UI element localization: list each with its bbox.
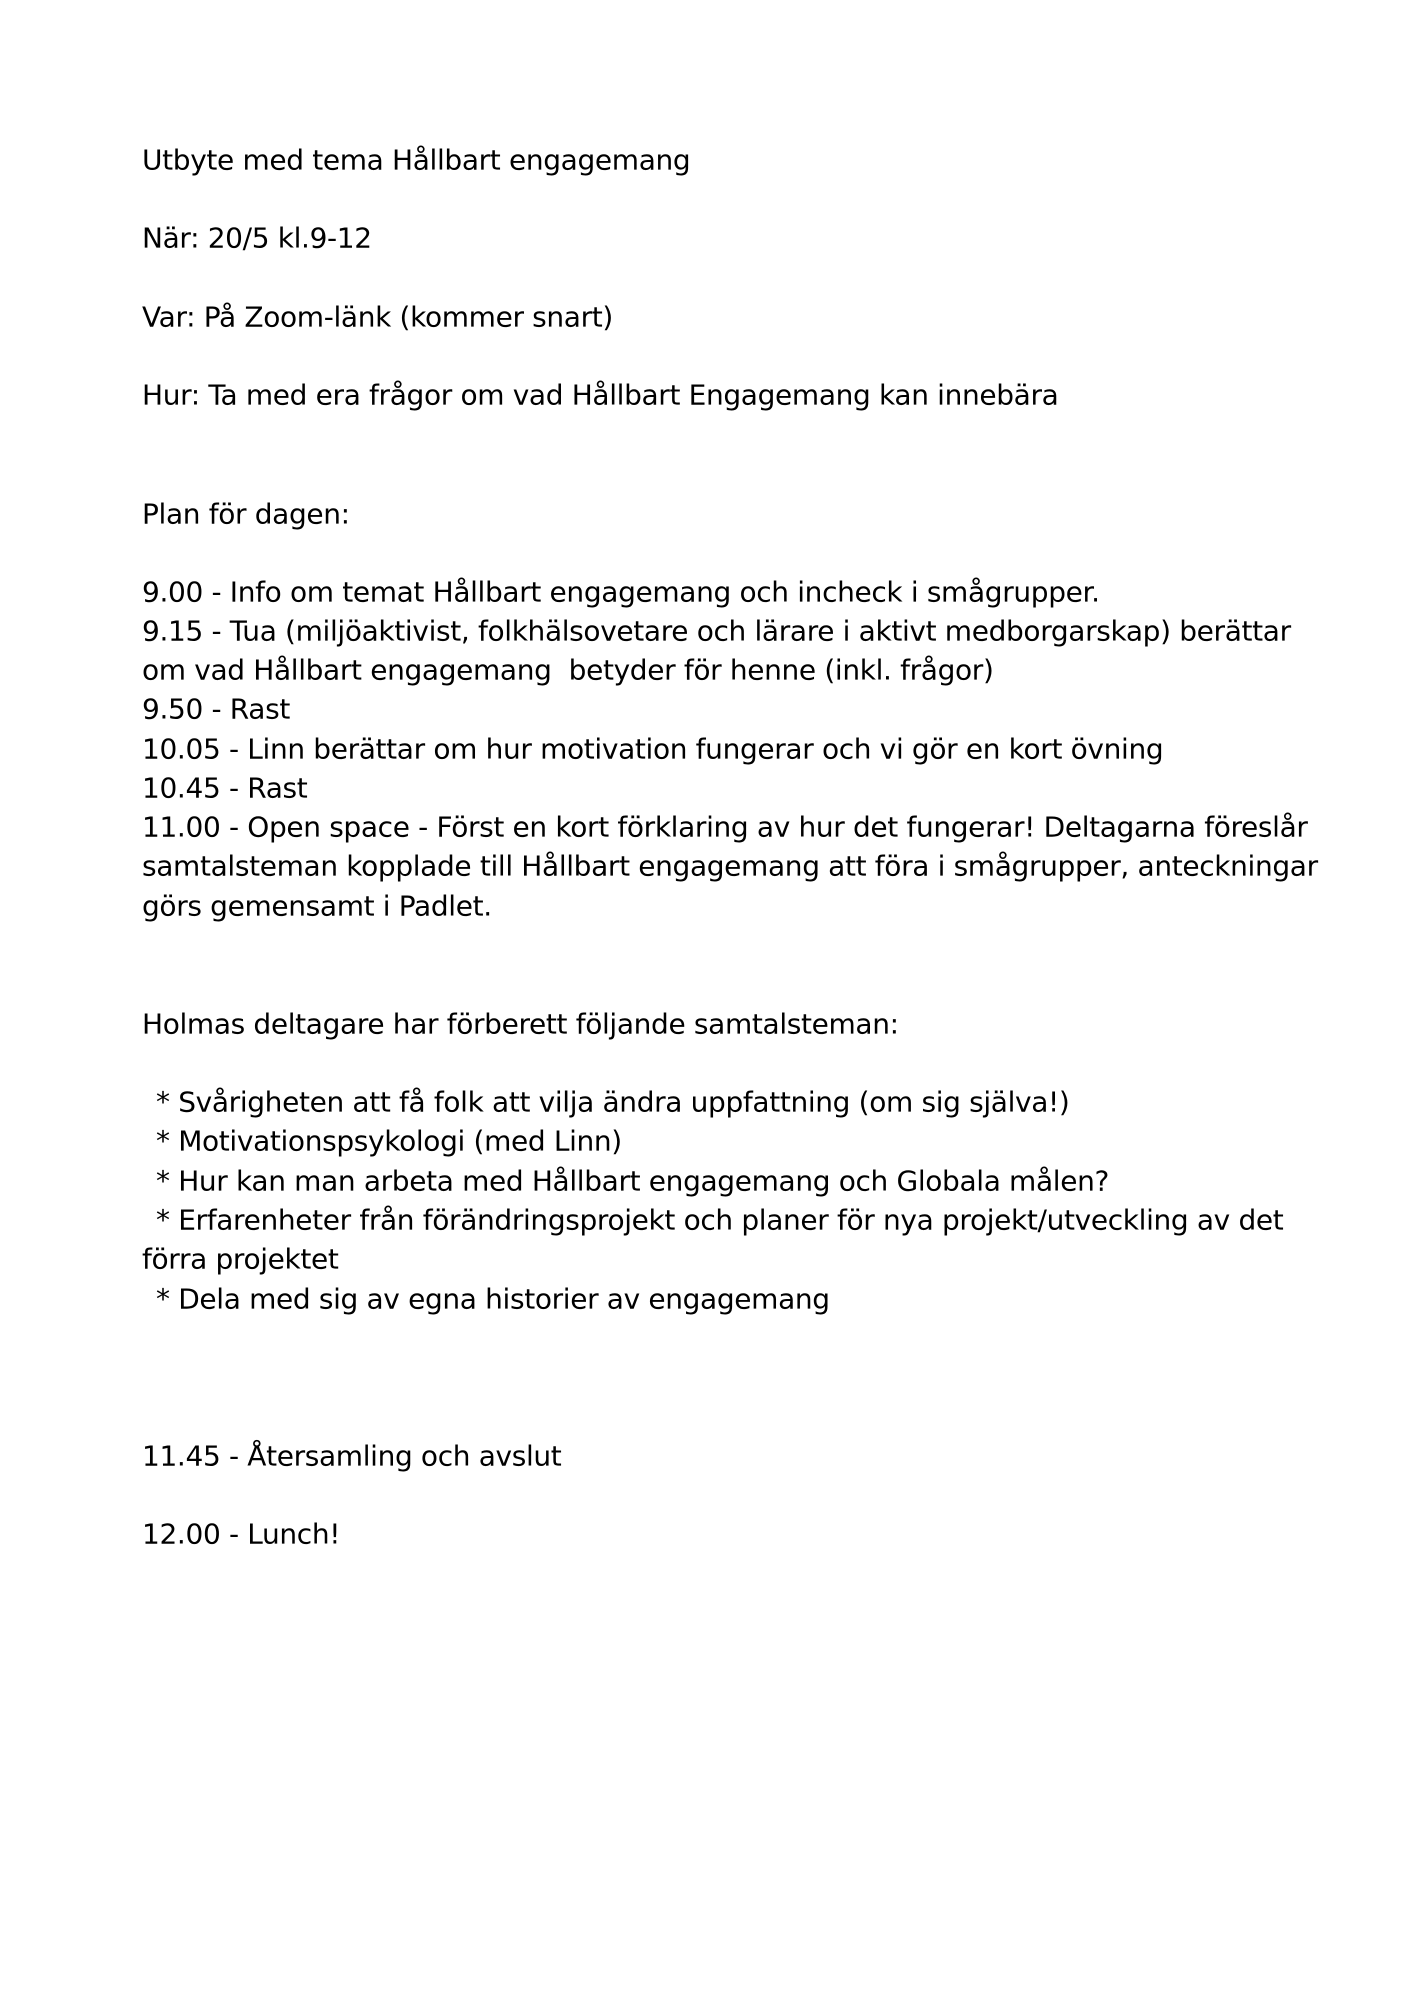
schedule-line: görs gemensamt i Padlet. xyxy=(142,889,492,923)
schedule-line: 9.00 - Info om temat Hållbart engagemang och incheck i smågrupper. xyxy=(142,575,1100,609)
schedule-line: samtalsteman kopplade till Hållbart engagemang att föra i smågrupper, anteckningar xyxy=(142,849,1318,883)
plan-heading: Plan för dagen: xyxy=(142,497,350,531)
schedule-line: 10.05 - Linn berättar om hur motivation fungerar och vi gör en kort övning xyxy=(142,732,1164,766)
topic-list-item: * Dela med sig av egna historier av engagemang xyxy=(156,1282,830,1316)
schedule-line: 9.50 - Rast xyxy=(142,692,290,726)
topic-list-item: * Motivationspsykologi (med Linn) xyxy=(156,1124,622,1158)
schedule-line: 9.15 - Tua (miljöaktivist, folkhälsovetare och lärare i aktivt medborgarskap) berättar xyxy=(142,614,1291,648)
how-line: Hur: Ta med era frågor om vad Hållbart Engagemang kan innebära xyxy=(142,378,1059,412)
closing-line: 11.45 - Återsamling och avslut xyxy=(142,1439,562,1473)
topic-list-item: * Erfarenheter från förändringsprojekt och planer för nya projekt/utveckling av det xyxy=(156,1203,1284,1237)
lunch-line: 12.00 - Lunch! xyxy=(142,1517,341,1551)
topic-list-item: * Svårigheten att få folk att vilja ändra uppfattning (om sig själva!) xyxy=(156,1085,1070,1119)
topic-list-item-continuation: förra projektet xyxy=(142,1242,339,1276)
schedule-line: 10.45 - Rast xyxy=(142,771,308,805)
when-line: När: 20/5 kl.9-12 xyxy=(142,221,372,255)
topic-list-item: * Hur kan man arbeta med Hållbart engagemang och Globala målen? xyxy=(156,1164,1110,1198)
schedule-line: om vad Hållbart engagemang betyder för henne (inkl. frågor) xyxy=(142,653,994,687)
topics-heading: Holmas deltagare har förberett följande samtalsteman: xyxy=(142,1007,899,1041)
schedule-line: 11.00 - Open space - Först en kort förklaring av hur det fungerar! Deltagarna föreslår xyxy=(142,810,1308,844)
document-title: Utbyte med tema Hållbart engagemang xyxy=(142,143,691,177)
where-line: Var: På Zoom-länk (kommer snart) xyxy=(142,300,613,334)
